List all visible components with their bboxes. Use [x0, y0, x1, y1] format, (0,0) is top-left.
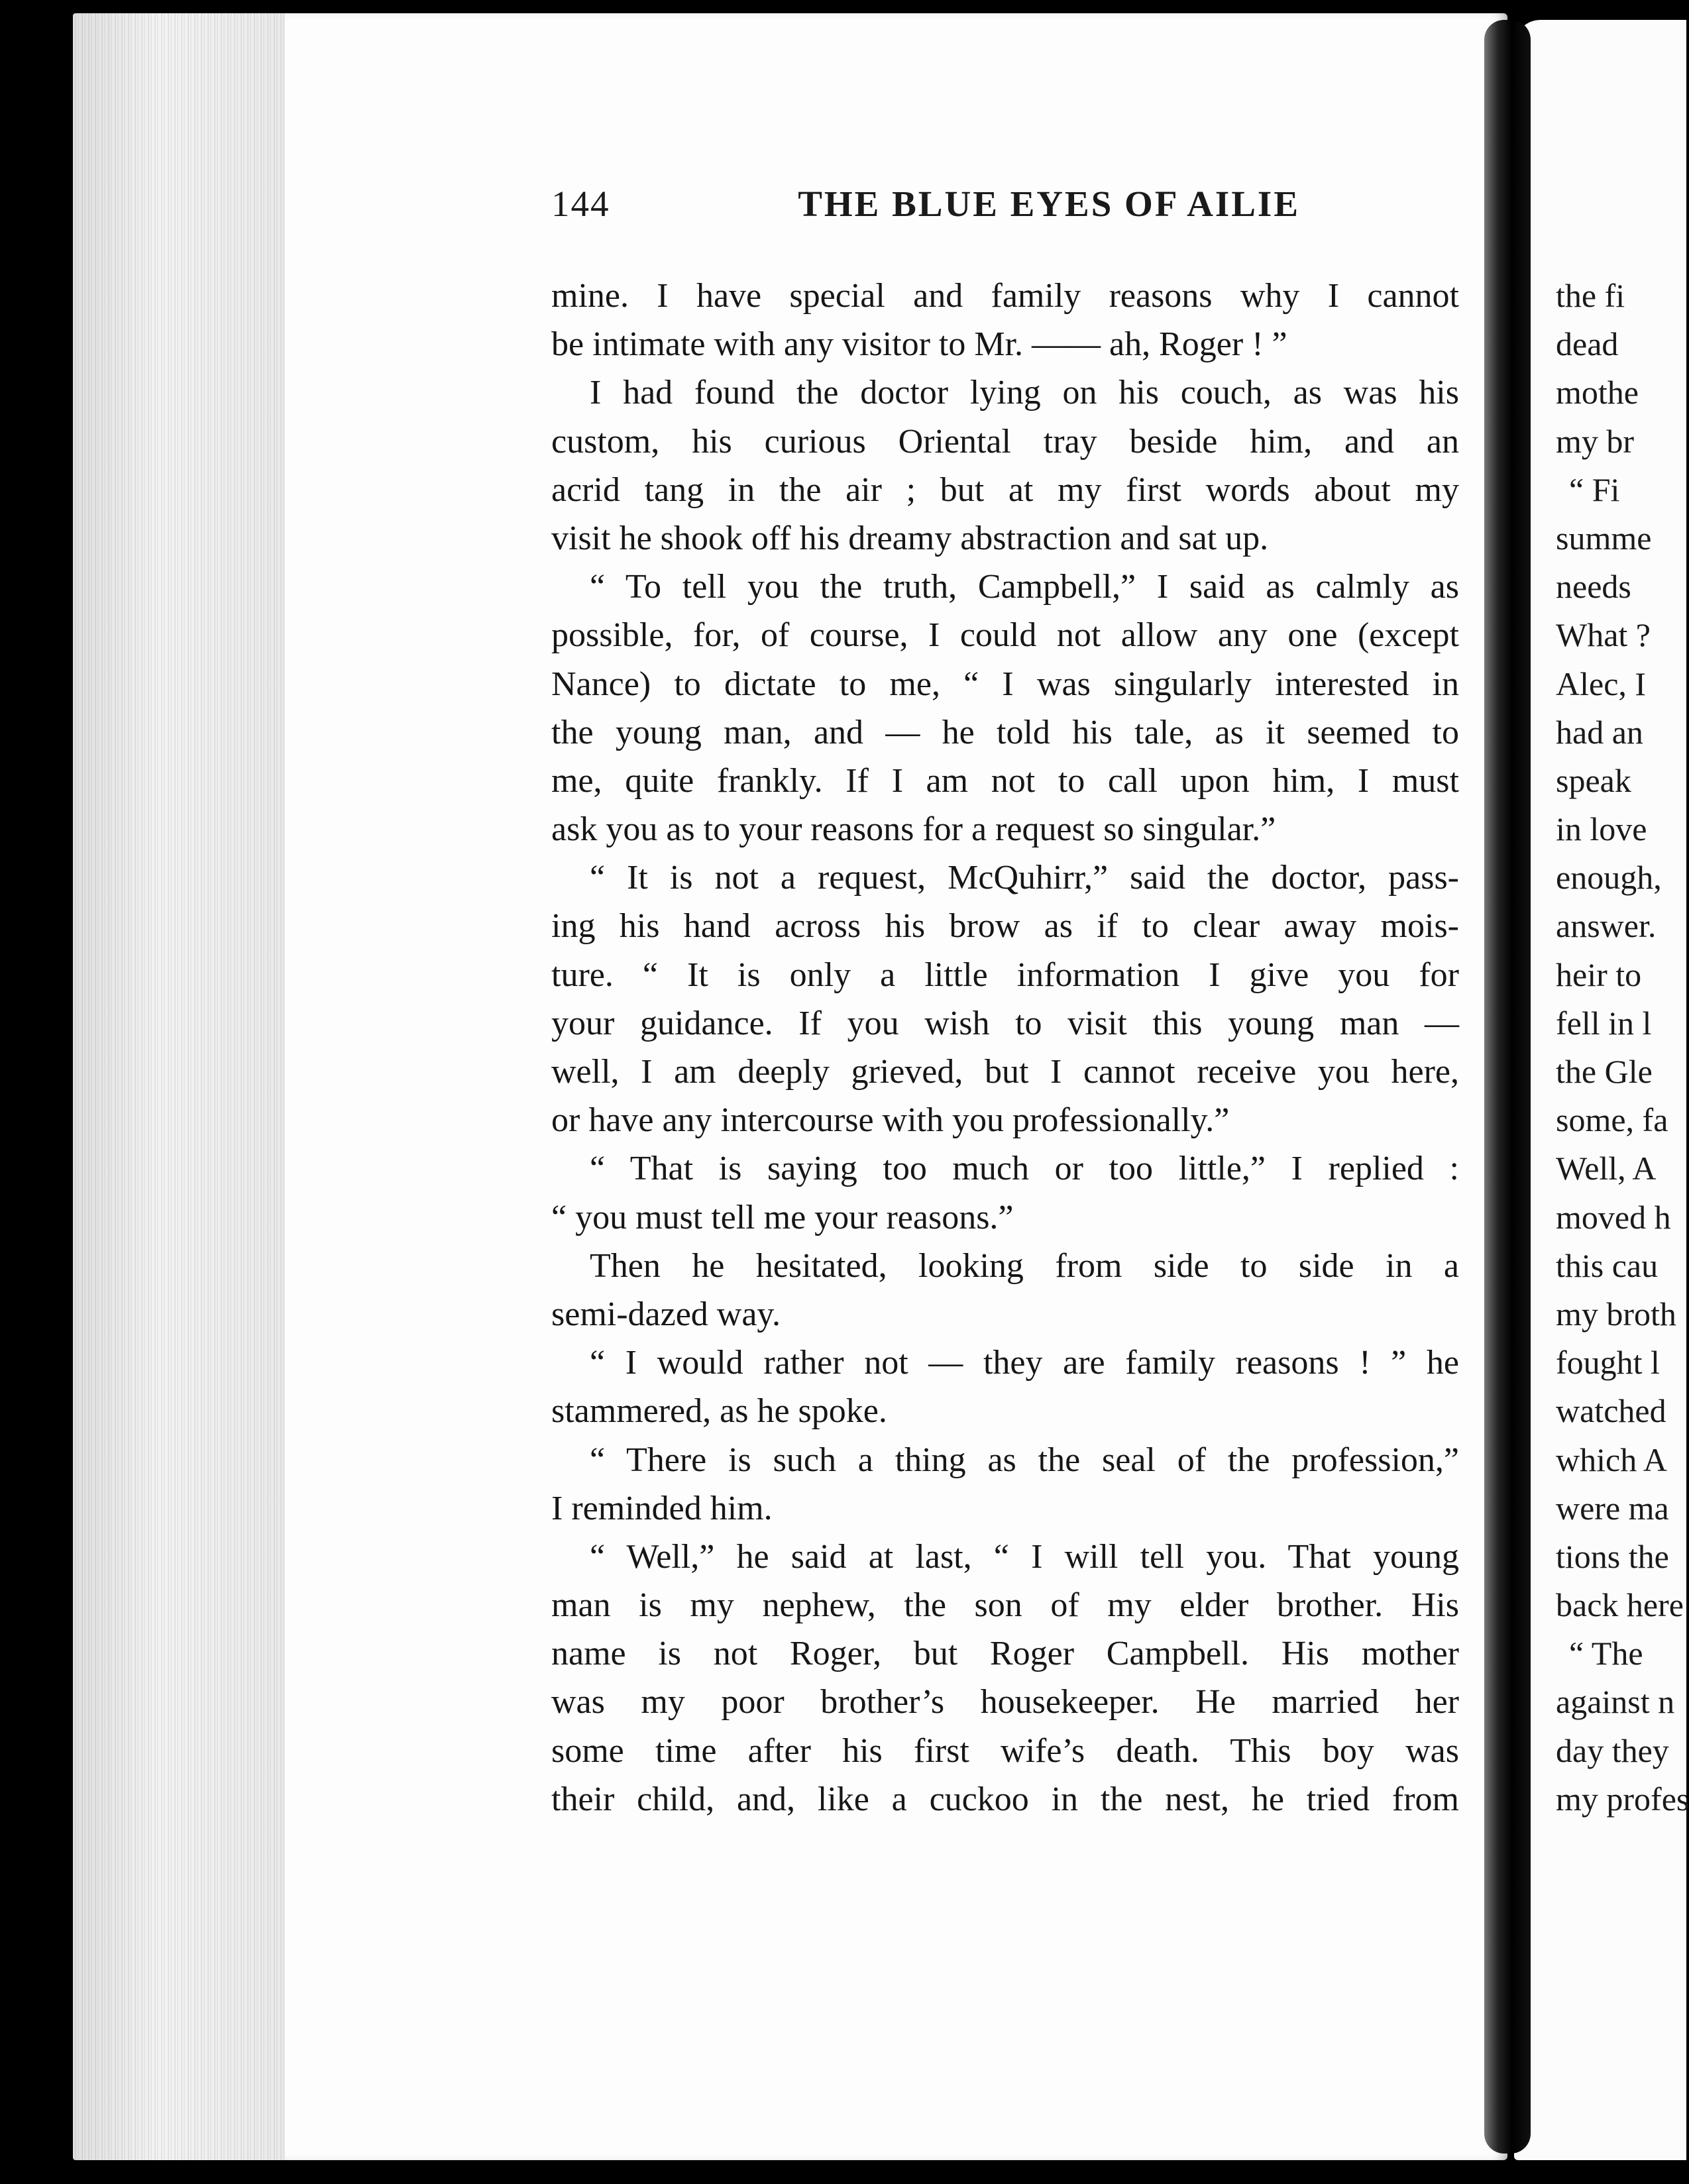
- right-text-line: What ?: [1556, 616, 1651, 654]
- text-line: “ Well,” he said at last, “ I will tell you. That young: [590, 1537, 1459, 1576]
- right-text-line: which A: [1556, 1441, 1668, 1478]
- right-text-line: heir to: [1556, 956, 1642, 993]
- right-text-line: mothe: [1556, 374, 1639, 411]
- text-line: man is my nephew, the son of my elder brother. His: [551, 1586, 1459, 1625]
- right-text-line: back here: [1556, 1586, 1684, 1624]
- right-page-body-text-cropped: [1556, 272, 1688, 1824]
- text-line: “ There is such a thing as the seal of the profession,”: [590, 1441, 1459, 1479]
- text-line: “ That is saying too much or too little,” I replied :: [590, 1150, 1459, 1188]
- text-line: I had found the doctor lying on his couch, as was his: [590, 374, 1459, 412]
- text-line: “ To tell you the truth, Campbell,” I said as calmly as: [590, 568, 1459, 606]
- right-text-line: watched: [1556, 1392, 1666, 1430]
- book-page-edges: [73, 13, 292, 2160]
- text-line: well, I am deeply grieved, but I cannot receive you here,: [551, 1053, 1459, 1091]
- right-text-line: my broth: [1556, 1295, 1676, 1333]
- text-line: Then he hesitated, looking from side to side in a: [590, 1246, 1459, 1285]
- right-text-line: enough,: [1556, 859, 1662, 897]
- text-line: mine. I have special and family reasons why I cannot: [551, 277, 1459, 315]
- text-line: some time after his first wife’s death. This boy was: [551, 1731, 1459, 1770]
- text-line: was my poor brother’s housekeeper. He married her: [551, 1683, 1459, 1721]
- running-head: [551, 183, 1300, 229]
- text-line: acrid tang in the air ; but at my first words about my: [551, 470, 1459, 509]
- right-text-line: “ Fi: [1569, 470, 1620, 508]
- right-text-line: Alec, I: [1556, 665, 1647, 702]
- text-line: your guidance. If you wish to visit this young man —: [551, 1004, 1459, 1042]
- right-text-line: were ma: [1556, 1489, 1669, 1527]
- text-line: ture. “ It is only a little information I give you for: [551, 956, 1459, 994]
- right-text-line: had an: [1556, 713, 1643, 751]
- right-text-line: day they: [1556, 1731, 1669, 1769]
- left-page-body-text: [551, 272, 1459, 1824]
- text-line: be intimate with any visitor to Mr. —— ah, Roger ! ”: [551, 325, 1287, 364]
- text-line: visit he shook off his dreamy abstraction and sat up.: [551, 519, 1269, 557]
- text-line: or have any intercourse with you professionally.”: [551, 1101, 1230, 1140]
- text-line: custom, his curious Oriental tray beside him, and an: [551, 422, 1459, 461]
- right-text-line: summe: [1556, 519, 1652, 557]
- text-line: “ It is not a request, McQuhirr,” said the doctor, pass-: [590, 859, 1459, 897]
- right-text-line: dead: [1556, 325, 1619, 363]
- text-line: “ you must tell me your reasons.”: [551, 1198, 1014, 1236]
- right-text-line: my profes: [1556, 1780, 1689, 1818]
- right-text-line: needs: [1556, 568, 1631, 606]
- book-gutter: [1484, 20, 1531, 2154]
- right-text-line: speak: [1556, 761, 1631, 799]
- right-text-line: this cau: [1556, 1246, 1659, 1284]
- right-text-line: in love: [1556, 810, 1647, 848]
- text-line: ask you as to your reasons for a request so singular.”: [551, 810, 1276, 849]
- text-line: Nance) to dictate to me, “ I was singularly interested in: [551, 665, 1459, 703]
- page-number: 144: [551, 184, 610, 224]
- running-title: THE BLUE EYES OF AILIE: [798, 184, 1300, 224]
- right-text-line: tions the: [1556, 1537, 1669, 1575]
- text-line: stammered, as he spoke.: [551, 1392, 887, 1431]
- right-text-line: the Gle: [1556, 1053, 1653, 1090]
- text-line: their child, and, like a cuckoo in the nest, he tried from: [551, 1780, 1459, 1818]
- text-line: possible, for, of course, I could not allow any one (except: [551, 616, 1459, 655]
- right-text-line: fought l: [1556, 1344, 1660, 1382]
- right-text-line: my br: [1556, 422, 1635, 460]
- text-line: me, quite frankly. If I am not to call upon him, I must: [551, 761, 1459, 800]
- right-text-line: “ The: [1569, 1635, 1643, 1672]
- right-text-line: answer.: [1556, 907, 1657, 945]
- text-line: I reminded him.: [551, 1489, 773, 1527]
- text-line: “ I would rather not — they are family reasons ! ” he: [590, 1344, 1459, 1382]
- right-text-line: Well, A: [1556, 1150, 1657, 1187]
- right-text-line: moved h: [1556, 1198, 1671, 1236]
- right-text-line: some, fa: [1556, 1101, 1668, 1139]
- right-text-line: fell in l: [1556, 1004, 1652, 1042]
- text-line: semi-dazed way.: [551, 1295, 781, 1333]
- text-line: the young man, and — he told his tale, as it seemed to: [551, 713, 1459, 751]
- right-text-line: against n: [1556, 1683, 1675, 1721]
- right-text-line: the fi: [1556, 277, 1625, 314]
- text-line: name is not Roger, but Roger Campbell. His mother: [551, 1635, 1459, 1673]
- text-line: ing his hand across his brow as if to clear away mois-: [551, 907, 1459, 946]
